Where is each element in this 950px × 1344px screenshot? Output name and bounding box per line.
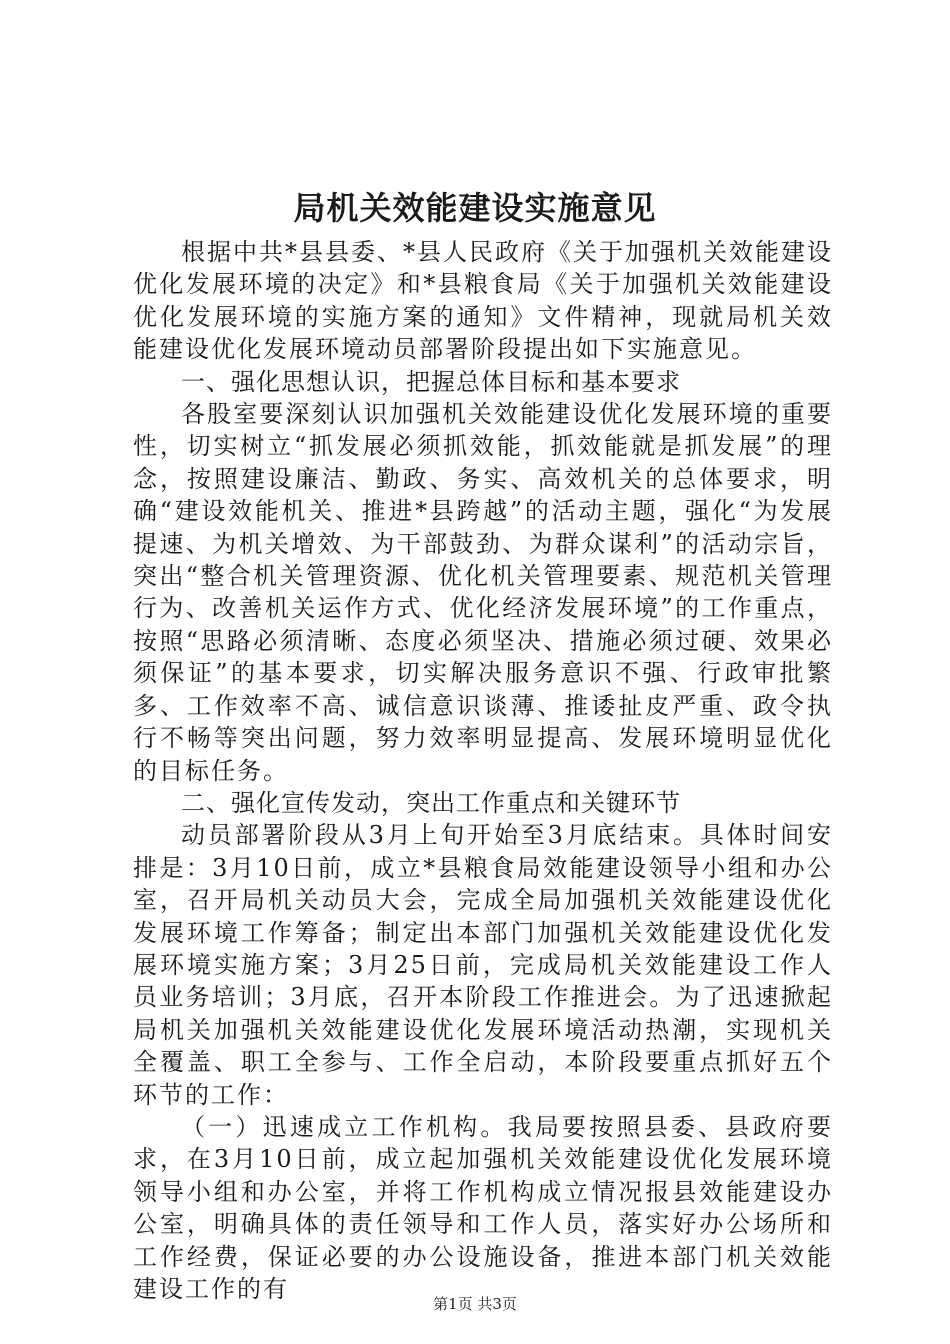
document-title: 局机关效能建设实施意见 <box>293 189 657 227</box>
paragraph-section-2: 动员部署阶段从3月上旬开始至3月底结束。具体时间安排是：3月10日前，成立*县粮食局效能建设领导小组和办公室，召开局机关动员大会，完成全局加强机关效能建设优化发展环境工作筹备；制定出本部门加强机关效能建设优化发展环境实施方案；3月25日前，完成局机关效能建设工作人员业务培训；3月底，召开本阶段工作推进会。为了迅速掀起局机关加强机关效能建设优化发展环境活动热潮，实现机关全覆盖、职工全参与、工作全启动，本阶段要重点抓好五个环节的工作： <box>133 821 833 1109</box>
paragraph-section-1: 各股室要深刻认识加强机关效能建设优化发展环境的重要性，切实树立“抓发展必须抓效能，抓效能就是抓发展”的理念，按照建设廉洁、勤政、务实、高效机关的总体要求，明确“建设效能机关、推进*县跨越”的活动主题，强化“为发展提速、为机关增效、为干部鼓劲、为群众谋利”的活动宗旨，突出“整合机关管理资源、优化机关管理要素、规范机关管理行为、改善机关运作方式、优化经济发展环境”的工作重点，按照“思路必须清晰、态度必须坚决、措施必须过硬、效果必须保证”的基本要求，切实解决服务意识不强、行政审批繁多、工作效率不高、诚信意识谈薄、推诿扯皮严重、政令执行不畅等突出问题，努力效率明显提高、发展环境明显优化的目标任务。 <box>133 400 833 785</box>
paragraph-subsection-1: （一）迅速成立工作机构。我局要按照县委、县政府要求，在3月10日前，成立起加强机关效能建设优化发展环境领导小组和办公室，并将工作机构成立情况报县效能建设办公室，明确具体的责任领导和工作人员，落实好办公场所和工作经费，保证必要的办公设施设备，推进本部门机关效能建设工作的有 <box>133 1112 833 1303</box>
paragraph-intro: 根据中共*县县委、*县人民政府《关于加强机关效能建设优化发展环境的决定》和*县粮食局《关于加强机关效能建设优化发展环境的实施方案的通知》文件精神，现就局机关效能建设优化发展环境动员部署阶段提出如下实施意见。 <box>133 238 833 364</box>
document-body <box>133 236 833 1305</box>
page-footer: 第1页 共3页 <box>433 1295 517 1313</box>
section-heading-1: 一、强化思想认识，把握总体目标和基本要求 <box>181 367 681 396</box>
section-heading-2: 二、强化宣传发动，突出工作重点和关键环节 <box>181 788 681 817</box>
